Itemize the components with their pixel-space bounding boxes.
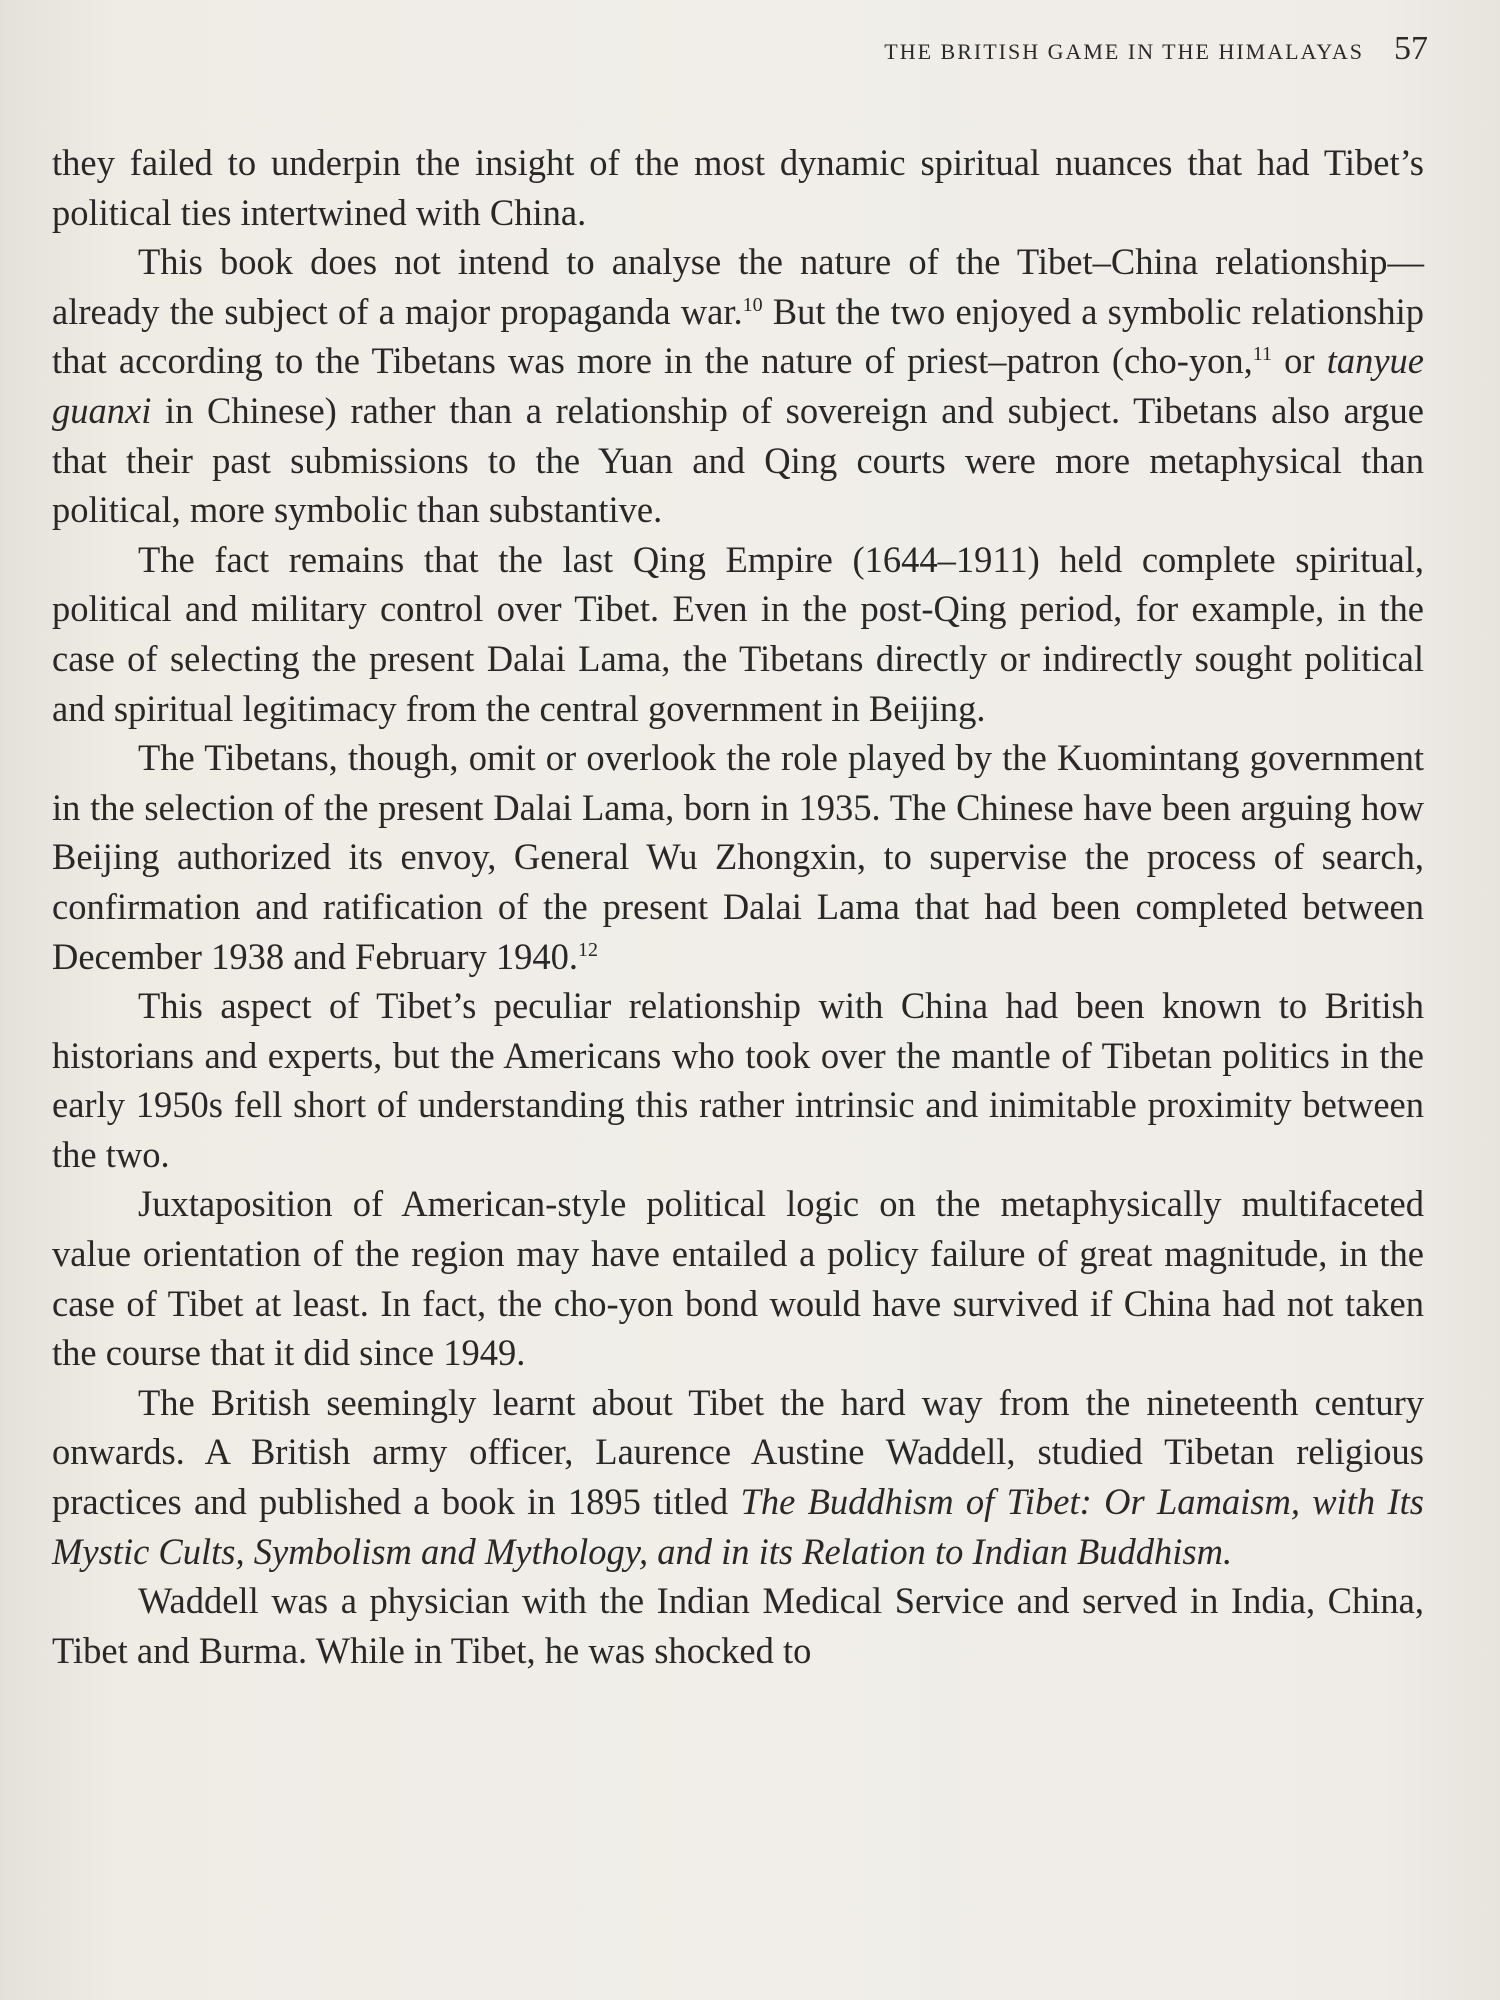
footnote-ref-11: 11	[1252, 343, 1273, 366]
running-title: THE BRITISH GAME IN THE HIMALAYAS	[884, 39, 1364, 64]
running-header	[0, 30, 1428, 68]
footnote-ref-12: 12	[578, 938, 599, 961]
paragraph-3: The fact remains that the last Qing Empire (1644–1911) held complete spiritual, political and military control over Tibet. Even in the post-Qing period, for example, in the case of selecting the present Dalai Lama, the Tibetans directly or indirectly sought political and spiritual legitimacy from the central government in Beijing.	[52, 538, 1424, 729]
paragraph-1: they failed to underpin the insight of the most dynamic spiritual nuances that had Tibet’s political ties intertwined with China.	[52, 142, 1424, 233]
paragraph-4-text: The Tibetans, though, omit or overlook the role played by the Kuomintang government in the selection of the present Dalai Lama, born in 1935. The Chinese have been arguing how Beijing authorized its envoy, General Wu Zhongxin, to supervise the process of search, confirmation and ratification of the present Dalai Lama that had been completed between December 1938 and February 1940.	[52, 737, 1424, 977]
footnote-ref-10: 10	[742, 293, 763, 316]
page-number: 57	[1394, 30, 1428, 67]
paragraph-5: This aspect of Tibet’s peculiar relationship with China had been known to British historians and experts, but the Americans who took over the mantle of Tibetan politics in the early 1950s fell short of understanding this rather intrinsic and inimitable proximity between the two.	[52, 985, 1424, 1175]
paragraph-8: Waddell was a physician with the Indian Medical Service and served in India, China, Tibet and Burma. While in Tibet, he was shocked to	[52, 1580, 1424, 1671]
paragraph-7-text: The British seemingly learnt about Tibet the hard way from the nineteenth century onwards. A British army officer, Laurence Austine Waddell, studied Tibetan religious practices and published a book in 1895 titled	[52, 1381, 1424, 1523]
paragraph-2	[52, 237, 1424, 535]
body-text	[52, 138, 1424, 1675]
paragraph-2-text-a: This book does not intend to analyse the nature of the Tibet–China relationship—already the subject of a major propaganda war.	[52, 241, 1424, 332]
paragraph-6: Juxtaposition of American-style political logic on the metaphysically multifaceted value orientation of the region may have entailed a policy failure of great magnitude, in the case of Tibet at least. In fact, the cho-yon bond would have survived if China had not taken the course that it did since 1949.	[52, 1183, 1424, 1374]
paragraph-2-text-c: or	[1272, 340, 1327, 382]
paragraph-2-text-b: But the two enjoyed a symbolic relationship that according to the Tibetans was more in the nature of priest–patron (cho-yon,	[52, 290, 1424, 382]
paragraph-4	[52, 733, 1424, 981]
paragraph-7	[52, 1378, 1424, 1576]
paragraph-2-text-d: in Chinese) rather than a relationship of sovereign and subject. Tibetans also argue that their past submissions to the Yuan and Qing courts were more metaphysical than political, more symbolic than substantive.	[52, 389, 1424, 531]
chinese-term: tanyue guanxi	[52, 340, 1424, 431]
book-title: The Buddhism of Tibet: Or Lamaism, with Its Mystic Cults, Symbolism and Mythology, and in its Relation to Indian Buddhism.	[52, 1481, 1425, 1572]
